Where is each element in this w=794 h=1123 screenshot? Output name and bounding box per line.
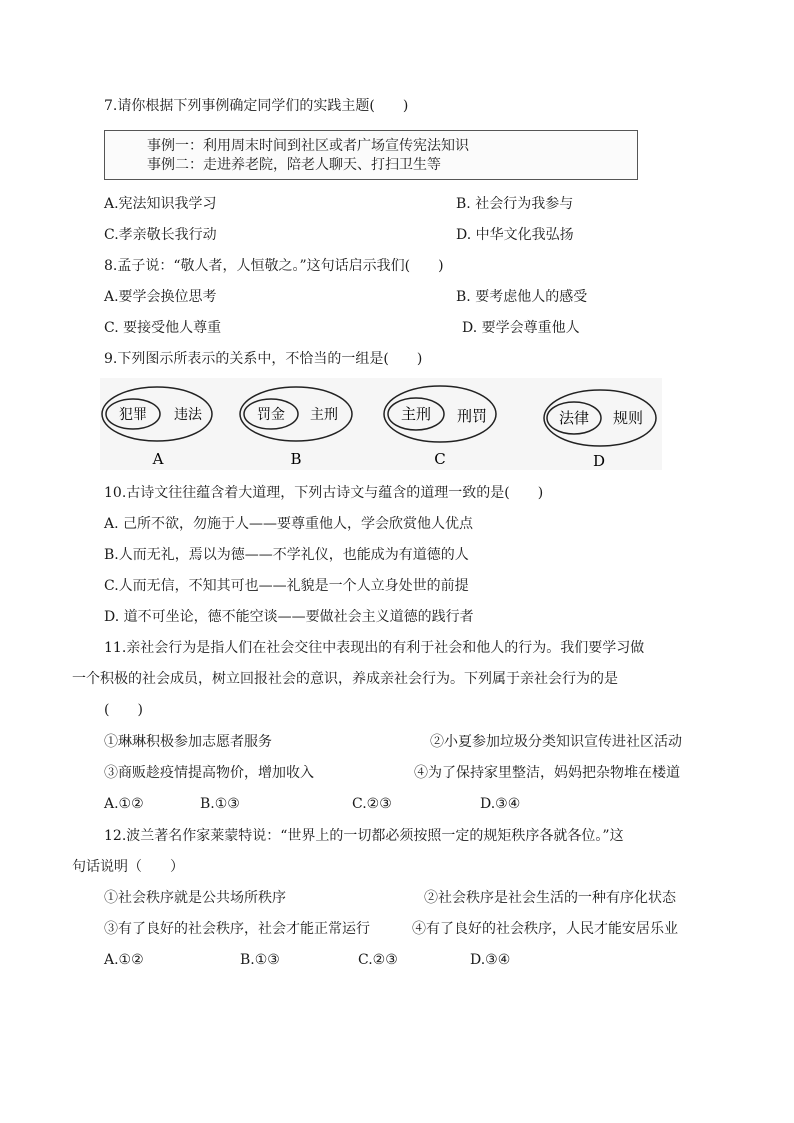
q11-item-3: ③商贩趁疫情提高物价，增加收入 xyxy=(104,765,314,781)
q12-item-4: ④有了良好的社会秩序，人民才能安居乐业 xyxy=(412,921,678,937)
figure-a xyxy=(102,387,212,468)
figure-a-inner-label: 犯罪 xyxy=(119,407,147,423)
q10-option-b: B.人而无礼，焉以为德——不学礼仪，也能成为有道德的人 xyxy=(104,547,469,563)
q12-option-b: B.①③ xyxy=(240,952,280,968)
q12-item-2: ②社会秩序是社会生活的一种有序化状态 xyxy=(424,890,676,906)
q12-option-a: A.①② xyxy=(104,952,144,968)
figure-b-inner-label: 罚金 xyxy=(257,407,285,423)
figure-b xyxy=(240,387,352,468)
q12-item-1: ①社会秩序就是公共场所秩序 xyxy=(104,890,286,906)
q7-option-a: A.宪法知识我学习 xyxy=(104,196,217,212)
q10-option-c: C.人而无信，不知其可也——礼貌是一个人立身处世的前提 xyxy=(104,578,469,594)
question-8-stem: 8.孟子说：“敬人者，人恒敬之。”这句话启示我们( ) xyxy=(104,258,444,274)
figure-b-letter: B xyxy=(290,450,302,468)
q10-option-a: A. 己所不欲，勿施于人——要尊重他人，学会欣赏他人优点 xyxy=(104,516,474,532)
q7-option-d: D. 中华文化我弘扬 xyxy=(456,227,574,243)
question-11-stem-line-2: 一个积极的社会成员，树立回报社会的意识，养成亲社会行为。下列属于亲社会行为的是 xyxy=(72,671,618,687)
question-11-stem-line-1: 11.亲社会行为是指人们在社会交往中表现出的有利于社会和他人的行为。我们要学习做 xyxy=(104,640,645,656)
q12-option-d: D.③④ xyxy=(470,952,511,968)
example-2: 事例二：走进养老院，陪老人聊天、打扫卫生等 xyxy=(147,157,441,173)
q8-option-b: B. 要考虑他人的感受 xyxy=(456,289,588,305)
figure-d-inner-label: 法律 xyxy=(558,409,590,427)
q11-item-4: ④为了保持家里整洁，妈妈把杂物堆在楼道 xyxy=(414,765,680,781)
q12-item-3: ③有了良好的社会秩序，社会才能正常运行 xyxy=(104,921,370,937)
q7-option-b: B. 社会行为我参与 xyxy=(456,196,574,212)
question-12-stem-line-2: 句话说明（ ） xyxy=(72,859,184,875)
q8-option-d: D. 要学会尊重他人 xyxy=(462,320,580,336)
question-7-stem: 7.请你根据下列事例确定同学们的实践主题( ) xyxy=(104,98,409,114)
question-7-example-box xyxy=(104,130,638,180)
question-11-answer-paren: ( ) xyxy=(104,702,143,718)
figure-c xyxy=(384,386,496,468)
figure-a-letter: A xyxy=(152,450,164,468)
question-12-stem-line-1: 12.波兰著名作家莱蒙特说：“世界上的一切都必须按照一定的规矩秩序各就各位。”这 xyxy=(104,828,624,844)
q7-option-c: C.孝亲敬长我行动 xyxy=(104,227,217,243)
q11-item-1: ①琳琳积极参加志愿者服务 xyxy=(104,734,272,750)
question-10-stem: 10.古诗文往往蕴含着大道理，下列古诗文与蕴含的道理一致的是( ) xyxy=(104,485,544,501)
figure-c-letter: C xyxy=(434,450,446,468)
q8-option-a: A.要学会换位思考 xyxy=(104,289,217,305)
figure-d-letter: D xyxy=(592,452,606,470)
q11-option-d: D.③④ xyxy=(480,796,521,812)
figure-d-outer-label: 规则 xyxy=(612,409,644,427)
q12-option-c: C.②③ xyxy=(358,952,398,968)
question-9-stem: 9.下列图示所表示的关系中，不恰当的一组是( ) xyxy=(104,351,423,367)
figure-c-inner-label: 主刑 xyxy=(400,405,432,423)
q11-item-2: ②小夏参加垃圾分类知识宣传进社区活动 xyxy=(430,734,682,750)
q11-option-a: A.①② xyxy=(104,796,144,812)
question-9-diagram xyxy=(100,378,662,470)
q8-option-c: C. 要接受他人尊重 xyxy=(104,320,222,336)
venn-diagrams xyxy=(100,378,662,470)
q10-option-d: D. 道不可坐论，德不能空谈——要做社会主义道德的践行者 xyxy=(104,609,474,625)
figure-c-outer-label: 刑罚 xyxy=(456,407,488,425)
figure-a-outer-label: 违法 xyxy=(174,407,202,423)
example-1: 事例一：利用周末时间到社区或者广场宣传宪法知识 xyxy=(147,138,469,154)
q11-option-b: B.①③ xyxy=(200,796,240,812)
figure-d xyxy=(544,390,656,470)
figure-b-outer-label: 主刑 xyxy=(310,407,338,423)
q11-option-c: C.②③ xyxy=(352,796,392,812)
